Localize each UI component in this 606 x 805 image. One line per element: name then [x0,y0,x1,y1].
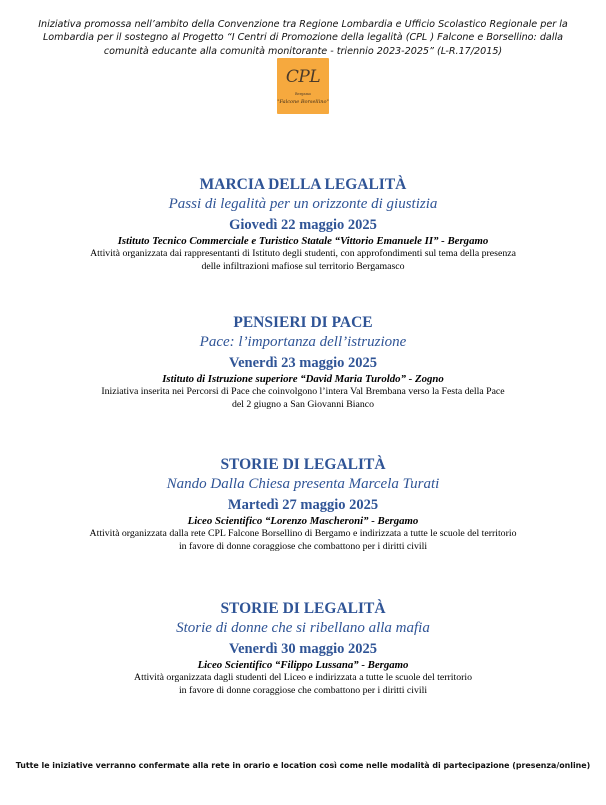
event-venue [20,515,586,528]
event-title: STORIE DI LEGALITÀ [220,600,386,617]
intro-line: comunità educante alla comunità monitorante - triennio 2023-2025” (L-R.17/2015) [103,45,503,57]
event-subtitle: Storie di donne che si ribellano alla mafia [176,620,430,636]
event-venue [20,659,586,672]
intro-line: Iniziativa promossa nell’ambito della Convenzione tra Regione Lombardia e Ufficio Scolastico Regionale per la [38,19,568,30]
event-title: PENSIERI DI PACE [233,314,373,331]
event-block-3 [20,455,586,553]
event-date: Martedì 27 maggio 2025 [227,497,379,513]
event-subtitle: Passi di legalità per un orizzonte di giustizia [168,196,438,212]
venue-city: Bergamo [377,515,419,527]
description-line: delle infiltrazioni mafiose sul territorio Bergamasco [201,260,405,272]
description-line: Attività organizzata dai rappresentanti di Istituto degli studenti, con approfondimenti sul tema della presenza [90,248,516,259]
event-title: MARCIA DELLA LEGALITÀ [199,176,407,193]
event-description [20,386,586,411]
intro-paragraph [20,18,586,58]
event-block-4 [20,599,586,697]
logo-text: CPL [285,67,321,87]
event-description [20,528,586,553]
logo-name: "Falcone Borsellino" [277,99,329,105]
description-line: del 2 giugno a San Giovanni Bianco [231,398,375,410]
venue-name: Liceo Scientifico “Filippo Lussana” [197,659,359,671]
event-subtitle: Pace: l’importanza dell’istruzione [199,334,407,350]
venue-name: Istituto Tecnico Commerciale e Turistico Statale “Vittorio Emanuele II” [117,235,439,247]
event-title: STORIE DI LEGALITÀ [220,456,386,473]
cpl-logo [277,58,329,114]
venue-name: Liceo Scientifico “Lorenzo Mascheroni” [187,515,369,527]
event-date: Giovedì 22 maggio 2025 [229,217,377,233]
event-description [20,248,586,273]
venue-separator: - [438,235,448,247]
venue-name: Istituto di Istruzione superiore “David Maria Turoldo” [162,373,406,385]
description-line: in favore di donne coraggiose che combattono per i diritti civili [178,540,428,552]
description-line: Attività organizzata dagli studenti del Liceo e indirizzata a tutte le scuole del territorio [134,672,472,683]
event-subtitle: Nando Dalla Chiesa presenta Marcela Turati [166,476,440,492]
description-line: in favore di donne coraggiose che combattono per i diritti civili [178,684,428,696]
event-date: Venerdì 23 maggio 2025 [228,355,378,371]
venue-city: Zogno [414,373,444,385]
venue-city: Bergamo [447,235,489,247]
venue-separator: - [358,659,368,671]
venue-separator: - [405,373,415,385]
description-line: Iniziativa inserita nei Percorsi di Pace che coinvolgono l’intera Val Brembana verso la Festa della Pace [101,386,505,397]
footer-note: Tutte le iniziative verranno confermate alla rete in orario e location così come nelle modalità di partecipazione (presenza/online) [15,761,591,770]
logo-subtext: Bergamo [294,92,312,96]
intro-line: Lombardia per il sostegno al Progetto “I Centri di Promozione della legalità (CPL ) Falcone e Borsellino: dalla [42,32,564,44]
event-venue [20,373,586,386]
event-venue [20,235,586,248]
event-description [20,672,586,697]
event-date: Venerdì 30 maggio 2025 [228,641,378,657]
description-line: Attività organizzata dalla rete CPL Falcone Borsellino di Bergamo e indirizzata a tutte le scuole del territorio [89,528,517,539]
venue-city: Bergamo [367,659,409,671]
event-block-1 [20,175,586,273]
venue-separator: - [368,515,378,527]
event-block-2 [20,313,586,411]
